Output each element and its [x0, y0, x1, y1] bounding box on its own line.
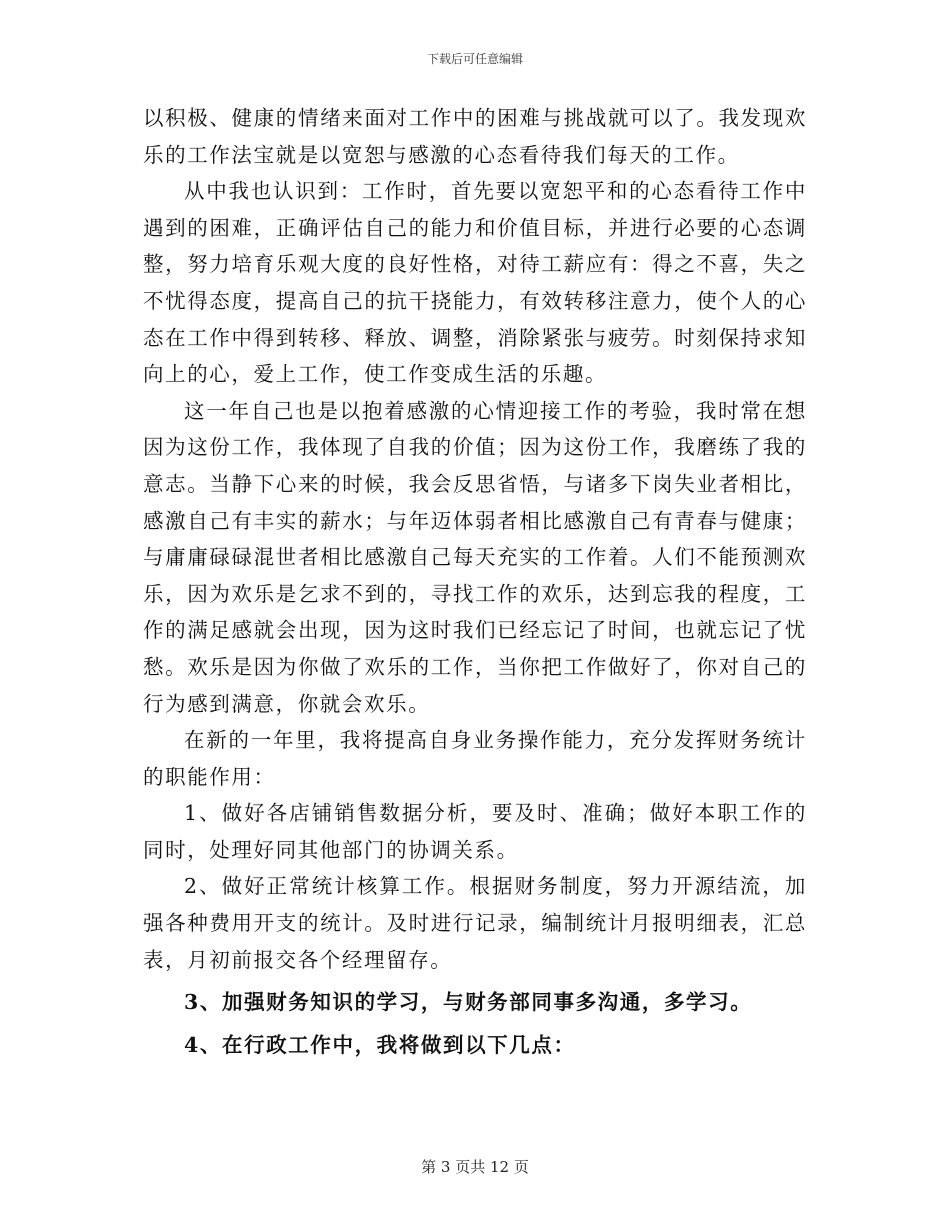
list-item-2: 2、做好正常统计核算工作。根据财务制度，努力开源结流，加强各种费用开支的统计。及时进行记录，编制统计月报明细表，汇总表，月初前报交各个经理留存。 [143, 874, 807, 972]
page-header: 下载后可任意编辑 [426, 52, 523, 66]
page-footer: 第 3 页共 12 页 [421, 1158, 529, 1176]
list-item-4-bold: 4、在行政工作中，我将做到以下几点： [184, 1032, 576, 1057]
document-body [143, 100, 807, 1069]
paragraph-2: 从中我也认识到：工作时，首先要以宽恕平和的心态看待工作中遇到的困难，正确评估自己的能力和价值目标，并进行必要的心态调整，努力培育乐观大度的良好性格，对待工薪应有：得之不喜，失之不忧得态度，提高自己的抗干挠能力，有效转移注意力，使个人的心态在工作中得到转移、释放、调整，消除紧张与疲劳。时刻保持求知向上的心，爱上工作，使工作变成生活的乐趣。 [143, 179, 807, 387]
list-item-1: 1、做好各店铺销售数据分析，要及时、准确；做好本职工作的同时，处理好同其他部门的协调关系。 [143, 801, 807, 862]
paragraph-1: 以积极、健康的情绪来面对工作中的困难与挑战就可以了。我发现欢乐的工作法宝就是以宽恕与感激的心态看待我们每天的工作。 [143, 106, 807, 167]
paragraph-3: 这一年自己也是以抱着感激的心情迎接工作的考验，我时常在想因为这份工作，我体现了自我的价值；因为这份工作，我磨练了我的意志。当静下心来的时候，我会反思省悟，与诸多下岗失业者相比，感激自己有丰实的薪水；与年迈体弱者相比感激自己有青春与健康；与庸庸碌碌混世者相比感激自己每天充实的工作着。人们不能预测欢乐，因为欢乐是乞求不到的，寻找工作的欢乐，达到忘我的程度，工作的满足感就会出现，因为这时我们已经忘记了时间，也就忘记了忧愁。欢乐是因为你做了欢乐的工作，当你把工作做好了，你对自己的行为感到满意，你就会欢乐。 [143, 398, 807, 716]
paragraph-4: 在新的一年里，我将提高自身业务操作能力，充分发挥财务统计的职能作用： [143, 728, 807, 789]
list-item-3-bold: 3、加强财务知识的学习，与财务部同事多沟通，多学习。 [184, 990, 753, 1015]
